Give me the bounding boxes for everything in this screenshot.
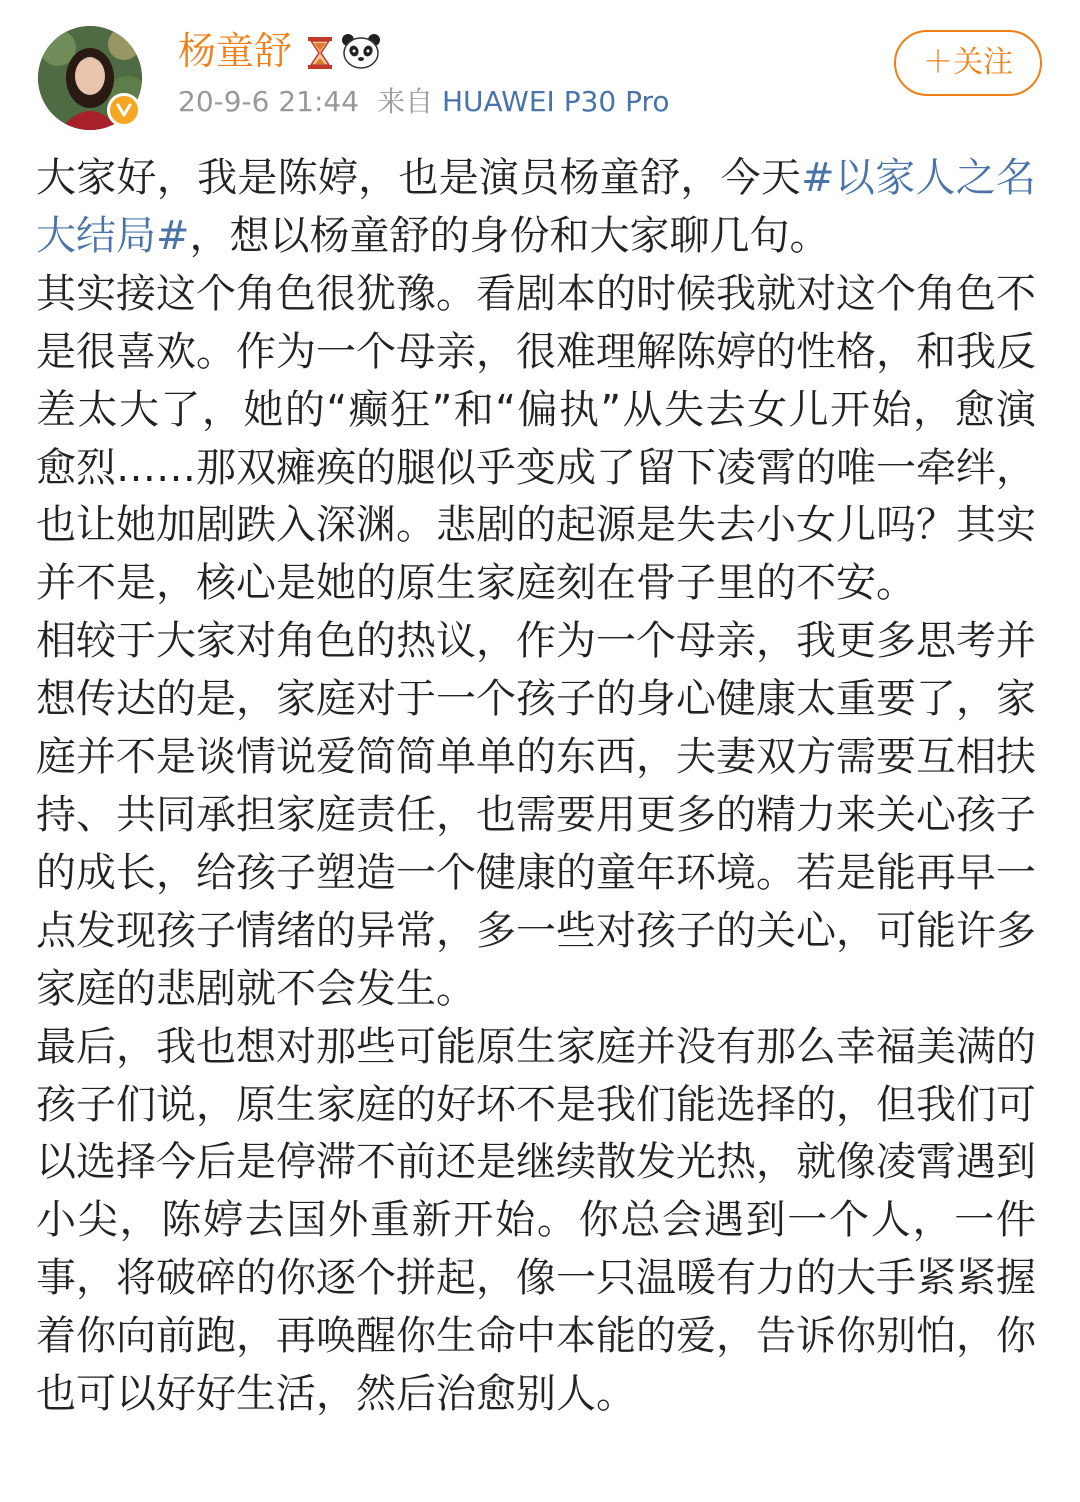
post-meta <box>178 84 670 120</box>
source-prefix: 来自 <box>377 85 434 118</box>
panda-icon <box>340 32 382 70</box>
user-name[interactable]: 杨童舒 <box>178 29 293 73</box>
paragraph-1-after: ，想以杨童舒的身份和大家聊几句。 <box>189 212 830 259</box>
paragraph-2: 其实接这个角色很犹豫。看剧本的时候我就对这个角色不是很喜欢。作为一个母亲，很难理解陈婷的性格，和我反差太大了，她的“癫狂”和“偏执”从失去女儿开始，愈演愈烈……那双瘫痪的腿似乎变成了留下凌霄的唯一牵绊，也让她加剧跌入深渊。悲剧的起源是失去小女儿吗？其实并不是，核心是她的原生家庭刻在骨子里的不安。 <box>36 270 1036 607</box>
post-header <box>0 0 1080 150</box>
paragraph-3: 相较于大家对角色的热议，作为一个母亲，我更多思考并想传达的是，家庭对于一个孩子的身心健康太重要了，家庭并不是谈情说爱简简单单的东西，夫妻双方需要互相扶持、共同承担家庭责任，也需要用更多的精力来关心孩子的成长，给孩子塑造一个健康的童年环境。若是能再早一点发现孩子情绪的异常，多一些对孩子的关心，可能许多家庭的悲剧就不会发生。 <box>36 618 1036 1012</box>
post-timestamp: 20-9-6 21:44 <box>178 85 360 118</box>
post-body <box>36 150 1036 1424</box>
hashtag-link[interactable]: #以家人之名大结局# <box>36 155 1037 259</box>
verified-icon <box>107 93 141 127</box>
paragraph-4: 最后，我也想对那些可能原生家庭并没有那么幸福美满的孩子们说，原生家庭的好坏不是我们能选择的，但我们可以选择今后是停滞不前还是继续散发光热，就像凌霄遇到小尖，陈婷去国外重新开始。你总会遇到一个人，一件事，将破碎的你逐个拼起，像一只温暖有力的大手紧紧握着你向前跑，再唤醒你生命中本能的爱，告诉你别怕，你也可以好好生活，然后治愈别人。 <box>36 1023 1036 1418</box>
device-source-link[interactable]: HUAWEI P30 Pro <box>441 85 670 118</box>
hourglass-icon <box>306 36 334 70</box>
paragraph-1-before: 大家好，我是陈婷，也是演员杨童舒，今天 <box>36 155 802 201</box>
follow-button[interactable]: ＋关注 <box>894 30 1042 96</box>
paragraph-1 <box>36 150 1036 266</box>
